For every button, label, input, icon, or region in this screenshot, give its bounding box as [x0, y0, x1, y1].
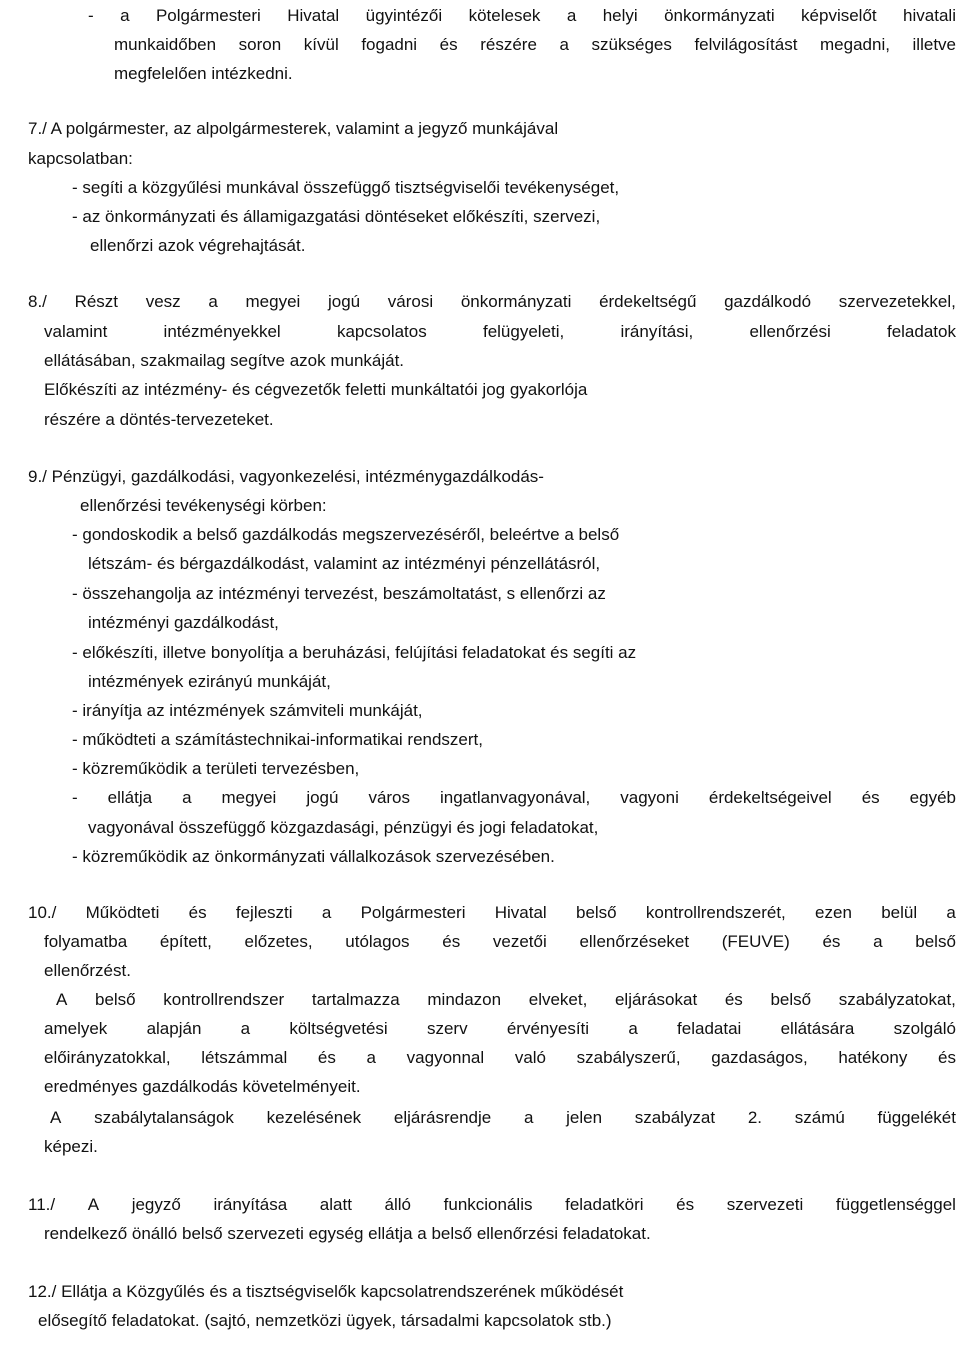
text-line: 9./ Pénzügyi, gazdálkodási, vagyonkezelési, intézménygazdálkodás- — [28, 467, 544, 486]
text-line: eredményes gazdálkodás követelményeit. — [44, 1077, 361, 1096]
text-line: rendelkező önálló belső szervezeti egység ellátja a belső ellenőrzési feladatokat. — [44, 1224, 651, 1243]
text-line: - irányítja az intézmények számviteli munkáját, — [72, 701, 423, 720]
text-line: - gondoskodik a belső gazdálkodás megszervezéséről, beleértve a belső — [72, 525, 620, 544]
text-line: amelyek alapján a költségvetési szerv érvényesíti a feladatai ellátására szolgáló — [44, 1019, 956, 1038]
text-line: létszám- és bérgazdálkodást, valamint az intézményi pénzellátásról, — [88, 554, 601, 573]
text-line: intézmények ezirányú munkáját, — [88, 672, 331, 691]
text-line: előirányzatokkal, létszámmal és a vagyonnal való szabályszerű, gazdaságos, hatékony és — [44, 1048, 956, 1067]
text-line: Előkészíti az intézmény- és cégvezetők feletti munkáltatói jog gyakorlója — [44, 380, 588, 399]
text-line: részére a döntés-tervezeteket. — [44, 410, 274, 429]
text-line: vagyonával összefüggő közgazdasági, pénzügyi és jogi feladatokat, — [88, 818, 599, 837]
text-line: folyamatba épített, előzetes, utólagos és vezetői ellenőrzéseket (FEUVE) és a belső — [44, 932, 956, 951]
text-line: elősegítő feladatokat. (sajtó, nemzetközi ügyek, társadalmi kapcsolatok stb.) — [38, 1311, 612, 1330]
text-line: - ellátja a megyei jogú város ingatlanvagyonával, vagyoni érdekeltségeivel és egyéb — [72, 788, 956, 807]
text-line: A szabálytalanságok kezelésének eljárásrendje a jelen szabályzat 2. számú függelékét — [50, 1108, 956, 1127]
text-line: - a Polgármesteri Hivatal ügyintézői kötelesek a helyi önkormányzati képviselőt hivatali — [88, 6, 956, 25]
text-line: 7./ A polgármester, az alpolgármesterek, valamint a jegyző munkájával — [28, 119, 559, 138]
text-line: kapcsolatban: — [28, 149, 133, 168]
text-line: - az önkormányzati és államigazgatási döntéseket előkészíti, szervezi, — [72, 207, 601, 226]
text-line: - segíti a közgyűlési munkával összefüggő tisztségviselői tevékenységet, — [72, 178, 620, 197]
text-line: ellenőrzési tevékenységi körben: — [80, 496, 327, 515]
text-line: - összehangolja az intézményi tervezést, beszámoltatást, s ellenőrzi az — [72, 584, 606, 603]
text-line: 12./ Ellátja a Közgyűlés és a tisztségviselők kapcsolatrendszerének működését — [28, 1282, 624, 1301]
text-line: valamint intézményekkel kapcsolatos felügyeleti, irányítási, ellenőrzési feladatok — [44, 322, 956, 341]
text-line: 8./ Részt vesz a megyei jogú városi önkormányzati érdekeltségű gazdálkodó szervezetekkel, — [28, 292, 956, 311]
text-line: ellenőrzi azok végrehajtását. — [90, 236, 306, 255]
text-line: munkaidőben soron kívül fogadni és részére a szükséges felvilágosítást megadni, illetve — [114, 35, 956, 54]
text-line: 10./ Működteti és fejleszti a Polgármesteri Hivatal belső kontrollrendszerét, ezen belül a — [28, 903, 956, 922]
text-line: ellenőrzést. — [44, 961, 131, 980]
text-line: - működteti a számítástechnikai-informatikai rendszert, — [72, 730, 483, 749]
text-line: megfelelően intézkedni. — [114, 64, 293, 83]
text-line: - előkészíti, illetve bonyolítja a beruházási, felújítási feladatokat és segíti az — [72, 643, 637, 662]
text-line: ellátásában, szakmailag segítve azok munkáját. — [44, 351, 405, 370]
text-line: 11./ A jegyző irányítása alatt álló funkcionális feladatköri és szervezeti függetlenséggel — [28, 1195, 956, 1214]
text-line: intézményi gazdálkodást, — [88, 613, 279, 632]
text-line: - közreműködik az önkormányzati vállalkozások szervezésében. — [72, 847, 555, 866]
text-line: - közreműködik a területi tervezésben, — [72, 759, 360, 778]
text-line: képezi. — [44, 1137, 98, 1156]
text-line: A belső kontrollrendszer tartalmazza mindazon elveket, eljárásokat és belső szabályzatokat, — [56, 990, 956, 1009]
